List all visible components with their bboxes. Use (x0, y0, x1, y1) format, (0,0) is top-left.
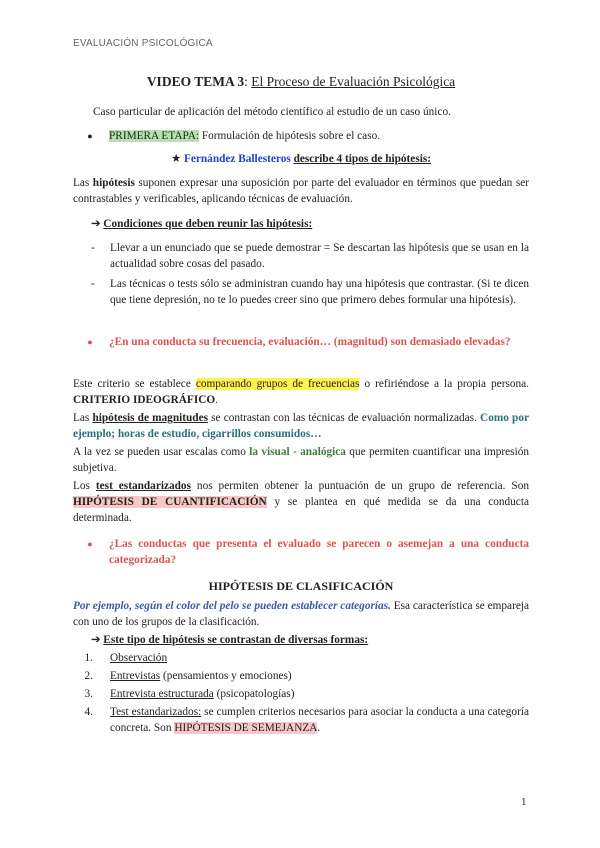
list-item-rest: (psicopatologías) (213, 688, 295, 700)
para-hipotesis (73, 175, 529, 207)
para1-c: suponen expresar una suposición por parte del evaluador en términos que puedan ser contrastables y verificables, aplicando técnicas de evaluación. (73, 177, 529, 205)
para2-d: . (215, 394, 218, 406)
bullet-icon: ● (87, 131, 93, 141)
section-heading: HIPÓTESIS DE CLASIFICACIÓN (208, 579, 394, 593)
para-magnitudes (73, 410, 529, 442)
para1-b: hipótesis (92, 177, 135, 189)
contrast-heading (91, 632, 368, 648)
list-item-title: Test estandarizados: (110, 706, 202, 718)
list-item-rest: (pensamientos y emociones) (160, 670, 292, 682)
contrast-text: Este tipo de hipótesis se contrastan de diversas formas: (103, 634, 369, 646)
para6-b: Esa característica se empareja con uno de los grupos de la clasificación. (73, 600, 530, 628)
stage-label: PRIMERA ETAPA: (109, 130, 200, 142)
para-escalas (73, 444, 529, 476)
page-title (73, 74, 529, 90)
list-number: 3. (84, 688, 93, 700)
intro-text: Caso particular de aplicación del método científico al estudio de un caso único. (93, 106, 451, 118)
star-rest: describe 4 tipos de hipótesis: (293, 153, 432, 165)
page-number: 1 (521, 796, 527, 808)
list-number: 1. (84, 652, 93, 664)
title-rest: El Proceso de Evaluación Psicológica (251, 74, 456, 89)
para3-example: Como por ejemplo; horas de estudio, cigarrillos consumidos… (73, 412, 530, 440)
star-icon: ★ (170, 153, 182, 165)
para5-b: test estandarizados (95, 480, 191, 492)
para2-a: Este criterio se establece (73, 378, 196, 390)
bullet-icon: ● (87, 337, 93, 347)
dash-icon: - (91, 242, 95, 254)
para4-scale: la visual - analógica (249, 446, 346, 458)
para1-a: Las (73, 177, 93, 189)
bullet-icon: ● (87, 539, 93, 549)
star-line (73, 151, 529, 167)
list-number: 2. (84, 670, 93, 682)
para-test (73, 478, 529, 526)
star-author: Fernández Ballesteros (183, 153, 291, 165)
para6-example: Por ejemplo, según el color del pelo se pueden establecer categorías. (73, 600, 391, 612)
list-number: 4. (84, 706, 93, 718)
para5-d: y se plantea en qué medida se da una conducta determinada. (73, 496, 529, 524)
list-item-highlight: HIPÓTESIS DE SEMEJANZA (174, 722, 318, 734)
title-bold: VIDEO TEMA 3 (146, 74, 245, 89)
list-item-end: . (317, 722, 321, 734)
question-2-text: ¿Las conductas que presenta el evaluado se parecen o asemejan a una conducta categorizada? (109, 538, 529, 566)
para3-a: Las (73, 412, 93, 424)
dash-icon: - (91, 278, 95, 290)
para-ejemplo (73, 598, 529, 630)
question-1-text: ¿En una conducta su frecuencia, evaluación… (magnitud) son demasiado elevadas? (109, 336, 511, 348)
stage-rest: Formulación de hipótesis sobre el caso. (199, 130, 381, 142)
para-criterio (73, 376, 529, 408)
arrow-icon: ➔ (91, 218, 101, 230)
para2-criterio: CRITERIO IDEOGRÁFICO (73, 394, 216, 406)
para5-a: Los (73, 480, 96, 492)
para2-b: o refiriéndose a la propia persona. (359, 378, 529, 390)
conditions-heading (91, 216, 312, 232)
para3-c: se contrastan con las técnicas de evaluación normalizadas. (208, 412, 481, 424)
list-item-title: Entrevistas (110, 670, 161, 682)
para4-a: A la vez se pueden usar escalas como (73, 446, 250, 458)
document-header: EVALUACIÓN PSICOLÓGICA (73, 38, 213, 49)
list-item-title: Entrevista estructurada (110, 688, 214, 700)
list-item-rest: se cumplen criterios necesarios para asociar la conducta a una categoría concreta. Son (110, 706, 529, 734)
list-item-title: Observación (110, 652, 168, 664)
para4-c: que permiten cuantificar una impresión subjetiva. (73, 446, 530, 474)
title-sep: : (244, 74, 252, 89)
para5-c: nos permiten obtener la puntuación de un grupo de referencia. Son (190, 480, 529, 492)
dash-text-1: Llevar a un enunciado que se puede demostrar = Se descartan las hipótesis que se usan en la actualidad sobre cosas del pasado. (110, 242, 529, 270)
para2-highlight: comparando grupos de frecuencias (195, 378, 360, 390)
para3-b: hipótesis de magnitudes (92, 412, 208, 424)
dash-text-2: Las técnicas o tests sólo se administran cuando hay una hipótesis que contrastar. (Si te dicen que tiene depresión, no te lo puedes creer sino que primero debes formular una hipótesis). (110, 278, 529, 306)
arrow-icon: ➔ (91, 634, 101, 646)
conditions-text: Condiciones que deben reunir las hipótesis: (103, 218, 313, 230)
para5-highlight: HIPÓTESIS DE CUANTIFICACIÓN (73, 496, 267, 508)
